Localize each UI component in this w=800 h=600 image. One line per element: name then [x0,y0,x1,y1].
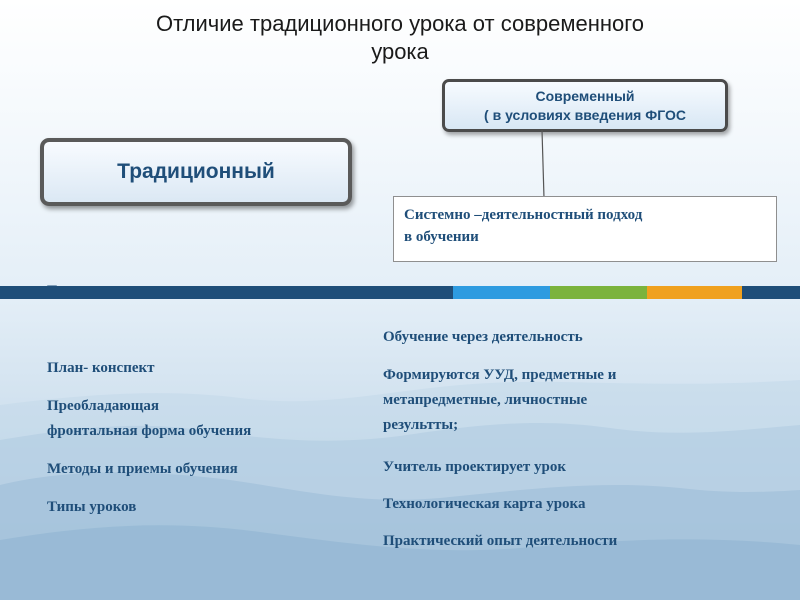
right-item-learning-activity: Обучение через деятельность [383,329,583,345]
left-item-lesson-types: Типы уроков [47,499,137,515]
modern-lesson-box [442,79,728,132]
title-line-2: урока [371,39,429,64]
right-item-uud-line-2: метапредметные, личностные [383,392,588,408]
stripe-segment-dark [0,286,453,299]
system-box-line-1: Системно –деятельностный подход [404,207,643,223]
system-box-line-2: в обучении [404,229,479,245]
stripe-segment-green [550,286,647,299]
right-item-teacher-designs: Учитель проектирует урок [383,459,566,475]
right-item-uud-line-1: Формируются УУД, предметные и [383,367,617,383]
left-item-plan: План- конспект [47,360,155,376]
traditional-lesson-box [40,138,352,206]
stripe-segment-dark-end [742,286,800,299]
traditional-box-label: Традиционный [117,160,275,183]
right-item-tech-map: Технологическая карта урока [383,496,586,512]
divider-stripe [0,286,800,299]
left-item-prevailing: Преобладающая [47,398,160,414]
right-item-uud-line-3: результты; [383,417,459,433]
slide-title [70,10,730,66]
title-line-1: Отличие традиционного урока от современного [155,11,645,36]
stripe-segment-orange [647,286,742,299]
right-item-practical-experience: Практический опыт деятельности [383,533,618,549]
modern-box-line-1: Современный [535,87,635,104]
connector-arrow [530,130,560,206]
modern-box-line-2: ( в условиях введения ФГОС [484,106,686,123]
system-activity-box [393,196,777,262]
stripe-segment-blue [453,286,550,299]
left-item-frontal-form: фронтальная форма обучения [47,423,252,439]
left-item-methods: Методы и приемы обучения [47,461,238,477]
